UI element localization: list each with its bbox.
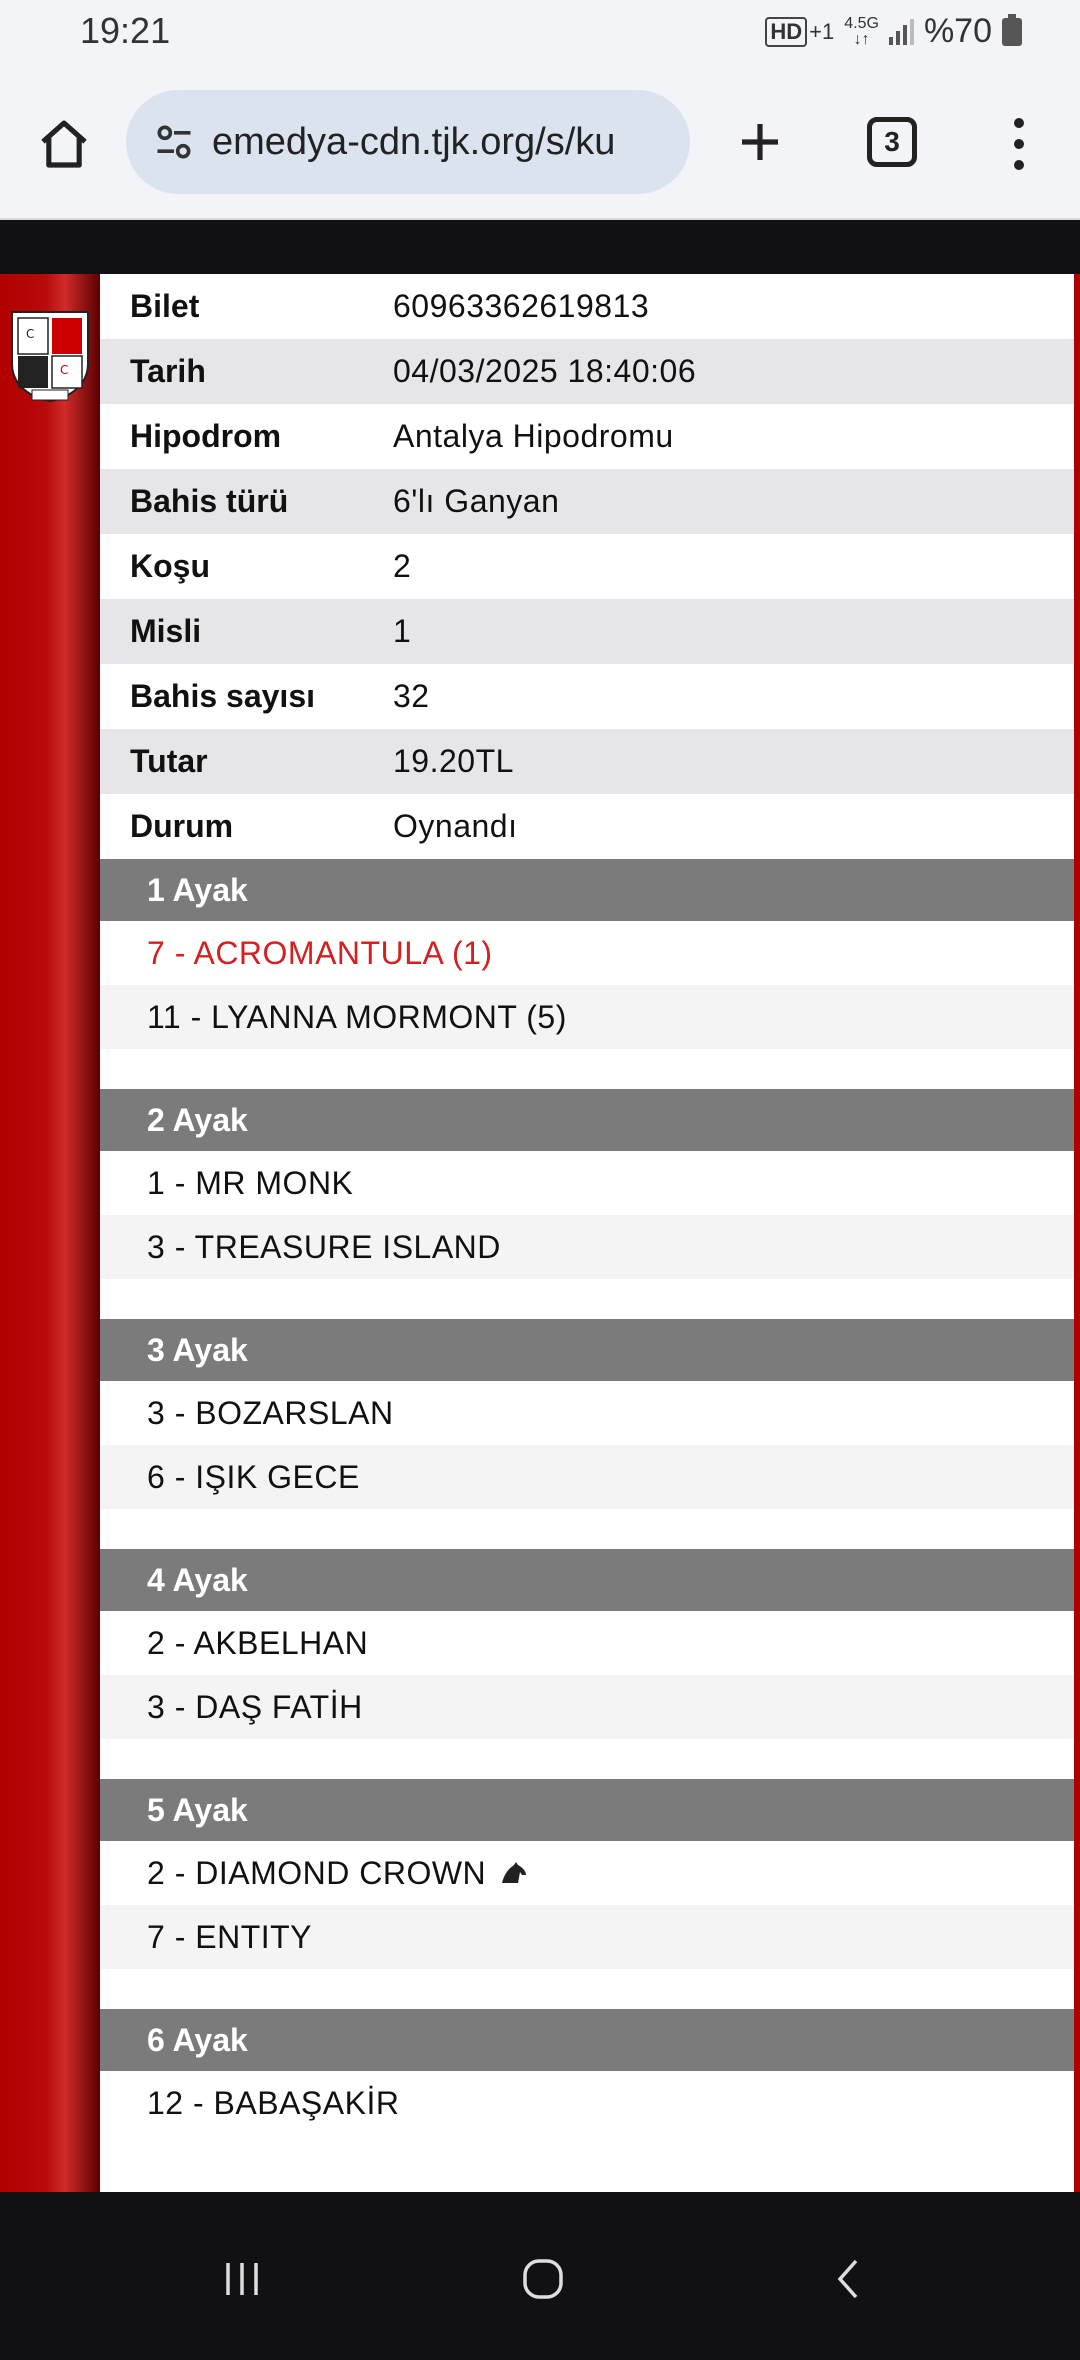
leg-header: 3 Ayak	[100, 1319, 1074, 1381]
hd-sub-label: +1	[809, 18, 835, 44]
leg-header: 1 Ayak	[100, 859, 1074, 921]
info-label: Koşu	[130, 548, 210, 584]
info-row	[100, 339, 1074, 404]
plus-icon	[736, 118, 784, 166]
horse-row: 3 - DAŞ FATİH	[100, 1675, 1074, 1739]
horse-row: 1 - MR MONK	[147, 1164, 354, 1201]
horse-row: 2 - AKBELHAN	[147, 1624, 369, 1661]
hd-label: HD	[770, 18, 803, 44]
info-row	[100, 794, 1074, 859]
info-label: Hipodrom	[130, 418, 282, 454]
system-nav-bar	[0, 2192, 1080, 2360]
ticket-info	[100, 274, 1074, 2135]
page-top-band	[0, 220, 1080, 274]
nav-home-icon	[519, 2255, 567, 2303]
horse-row: 12 - BABAŞAKİR	[147, 2084, 400, 2121]
info-label: Tarih	[130, 353, 206, 389]
info-row	[100, 274, 1074, 339]
right-border	[1074, 274, 1080, 2192]
info-value: 19.20TL	[393, 743, 514, 779]
tab-count: 3	[884, 126, 900, 157]
horse-row: 3 - TREASURE ISLAND	[100, 1215, 1074, 1279]
info-value: 6'lı Ganyan	[393, 483, 560, 519]
info-value: 1	[393, 613, 412, 649]
info-row	[100, 404, 1074, 469]
tune-icon[interactable]	[148, 116, 200, 168]
horse-row: 6 - IŞIK GECE	[100, 1445, 1074, 1509]
info-value: Oynandı	[393, 808, 518, 844]
back-button[interactable]	[813, 2244, 883, 2314]
info-label: Bahis türü	[130, 483, 289, 519]
leg-header: 5 Ayak	[100, 1779, 1074, 1841]
leg-header: 4 Ayak	[100, 1549, 1074, 1611]
network-type: 4.5G ↓↑	[844, 14, 879, 48]
url-text[interactable]: emedya-cdn.tjk.org/s/ku	[212, 120, 616, 163]
info-label: Durum	[130, 808, 234, 844]
svg-text:C: C	[26, 327, 35, 341]
horse-name: 2 - DIAMOND CROWN	[147, 1854, 487, 1891]
info-value: Antalya Hipodromu	[393, 418, 674, 454]
new-tab-button[interactable]	[730, 112, 790, 172]
info-label: Bahis sayısı	[130, 678, 315, 714]
info-label: Tutar	[130, 743, 208, 779]
info-row	[100, 599, 1074, 664]
info-label: Misli	[130, 613, 202, 649]
status-bar	[0, 0, 1080, 62]
info-row	[100, 534, 1074, 599]
recents-icon	[220, 2259, 264, 2299]
svg-text:C: C	[60, 363, 69, 377]
address-bar[interactable]	[126, 90, 690, 194]
leg-header: 6 Ayak	[100, 2009, 1074, 2071]
info-row	[100, 469, 1074, 534]
signal-icon	[889, 19, 914, 45]
more-vert-icon[interactable]	[994, 110, 1044, 178]
status-time: 19:21	[80, 10, 171, 51]
tjk-logo	[8, 306, 92, 402]
horse-row: 11 - LYANNA MORMONT (5)	[100, 985, 1074, 1049]
back-icon	[828, 2255, 868, 2303]
info-value: 04/03/2025 18:40:06	[393, 353, 697, 389]
leg-header: 2 Ayak	[100, 1089, 1074, 1151]
horse-row-selected: 7 - ACROMANTULA (1)	[147, 934, 493, 971]
home-icon	[36, 116, 92, 172]
nav-home-button[interactable]	[508, 2244, 578, 2314]
horse-row: 3 - BOZARSLAN	[147, 1394, 394, 1431]
browser-toolbar	[0, 62, 1080, 220]
info-row	[100, 729, 1074, 794]
ticket-page	[0, 274, 1080, 2192]
info-value: 32	[393, 678, 430, 714]
info-value: 60963362619813	[393, 288, 650, 324]
hd-voice-icon	[765, 17, 807, 47]
battery-level: %70	[923, 12, 992, 50]
network-label: 4.5G	[844, 14, 879, 32]
info-row	[100, 664, 1074, 729]
recents-button[interactable]	[207, 2244, 277, 2314]
side-stripe	[0, 274, 100, 2192]
horse-head-icon	[500, 1861, 528, 1885]
horse-row	[100, 1841, 1074, 1905]
home-button[interactable]	[30, 110, 98, 178]
battery-icon	[1002, 18, 1022, 46]
status-icons	[765, 12, 1022, 51]
info-value: 2	[393, 548, 412, 584]
tab-switcher-button[interactable]	[867, 117, 917, 167]
horse-row: 7 - ENTITY	[100, 1905, 1074, 1969]
info-label: Bilet	[130, 288, 200, 324]
